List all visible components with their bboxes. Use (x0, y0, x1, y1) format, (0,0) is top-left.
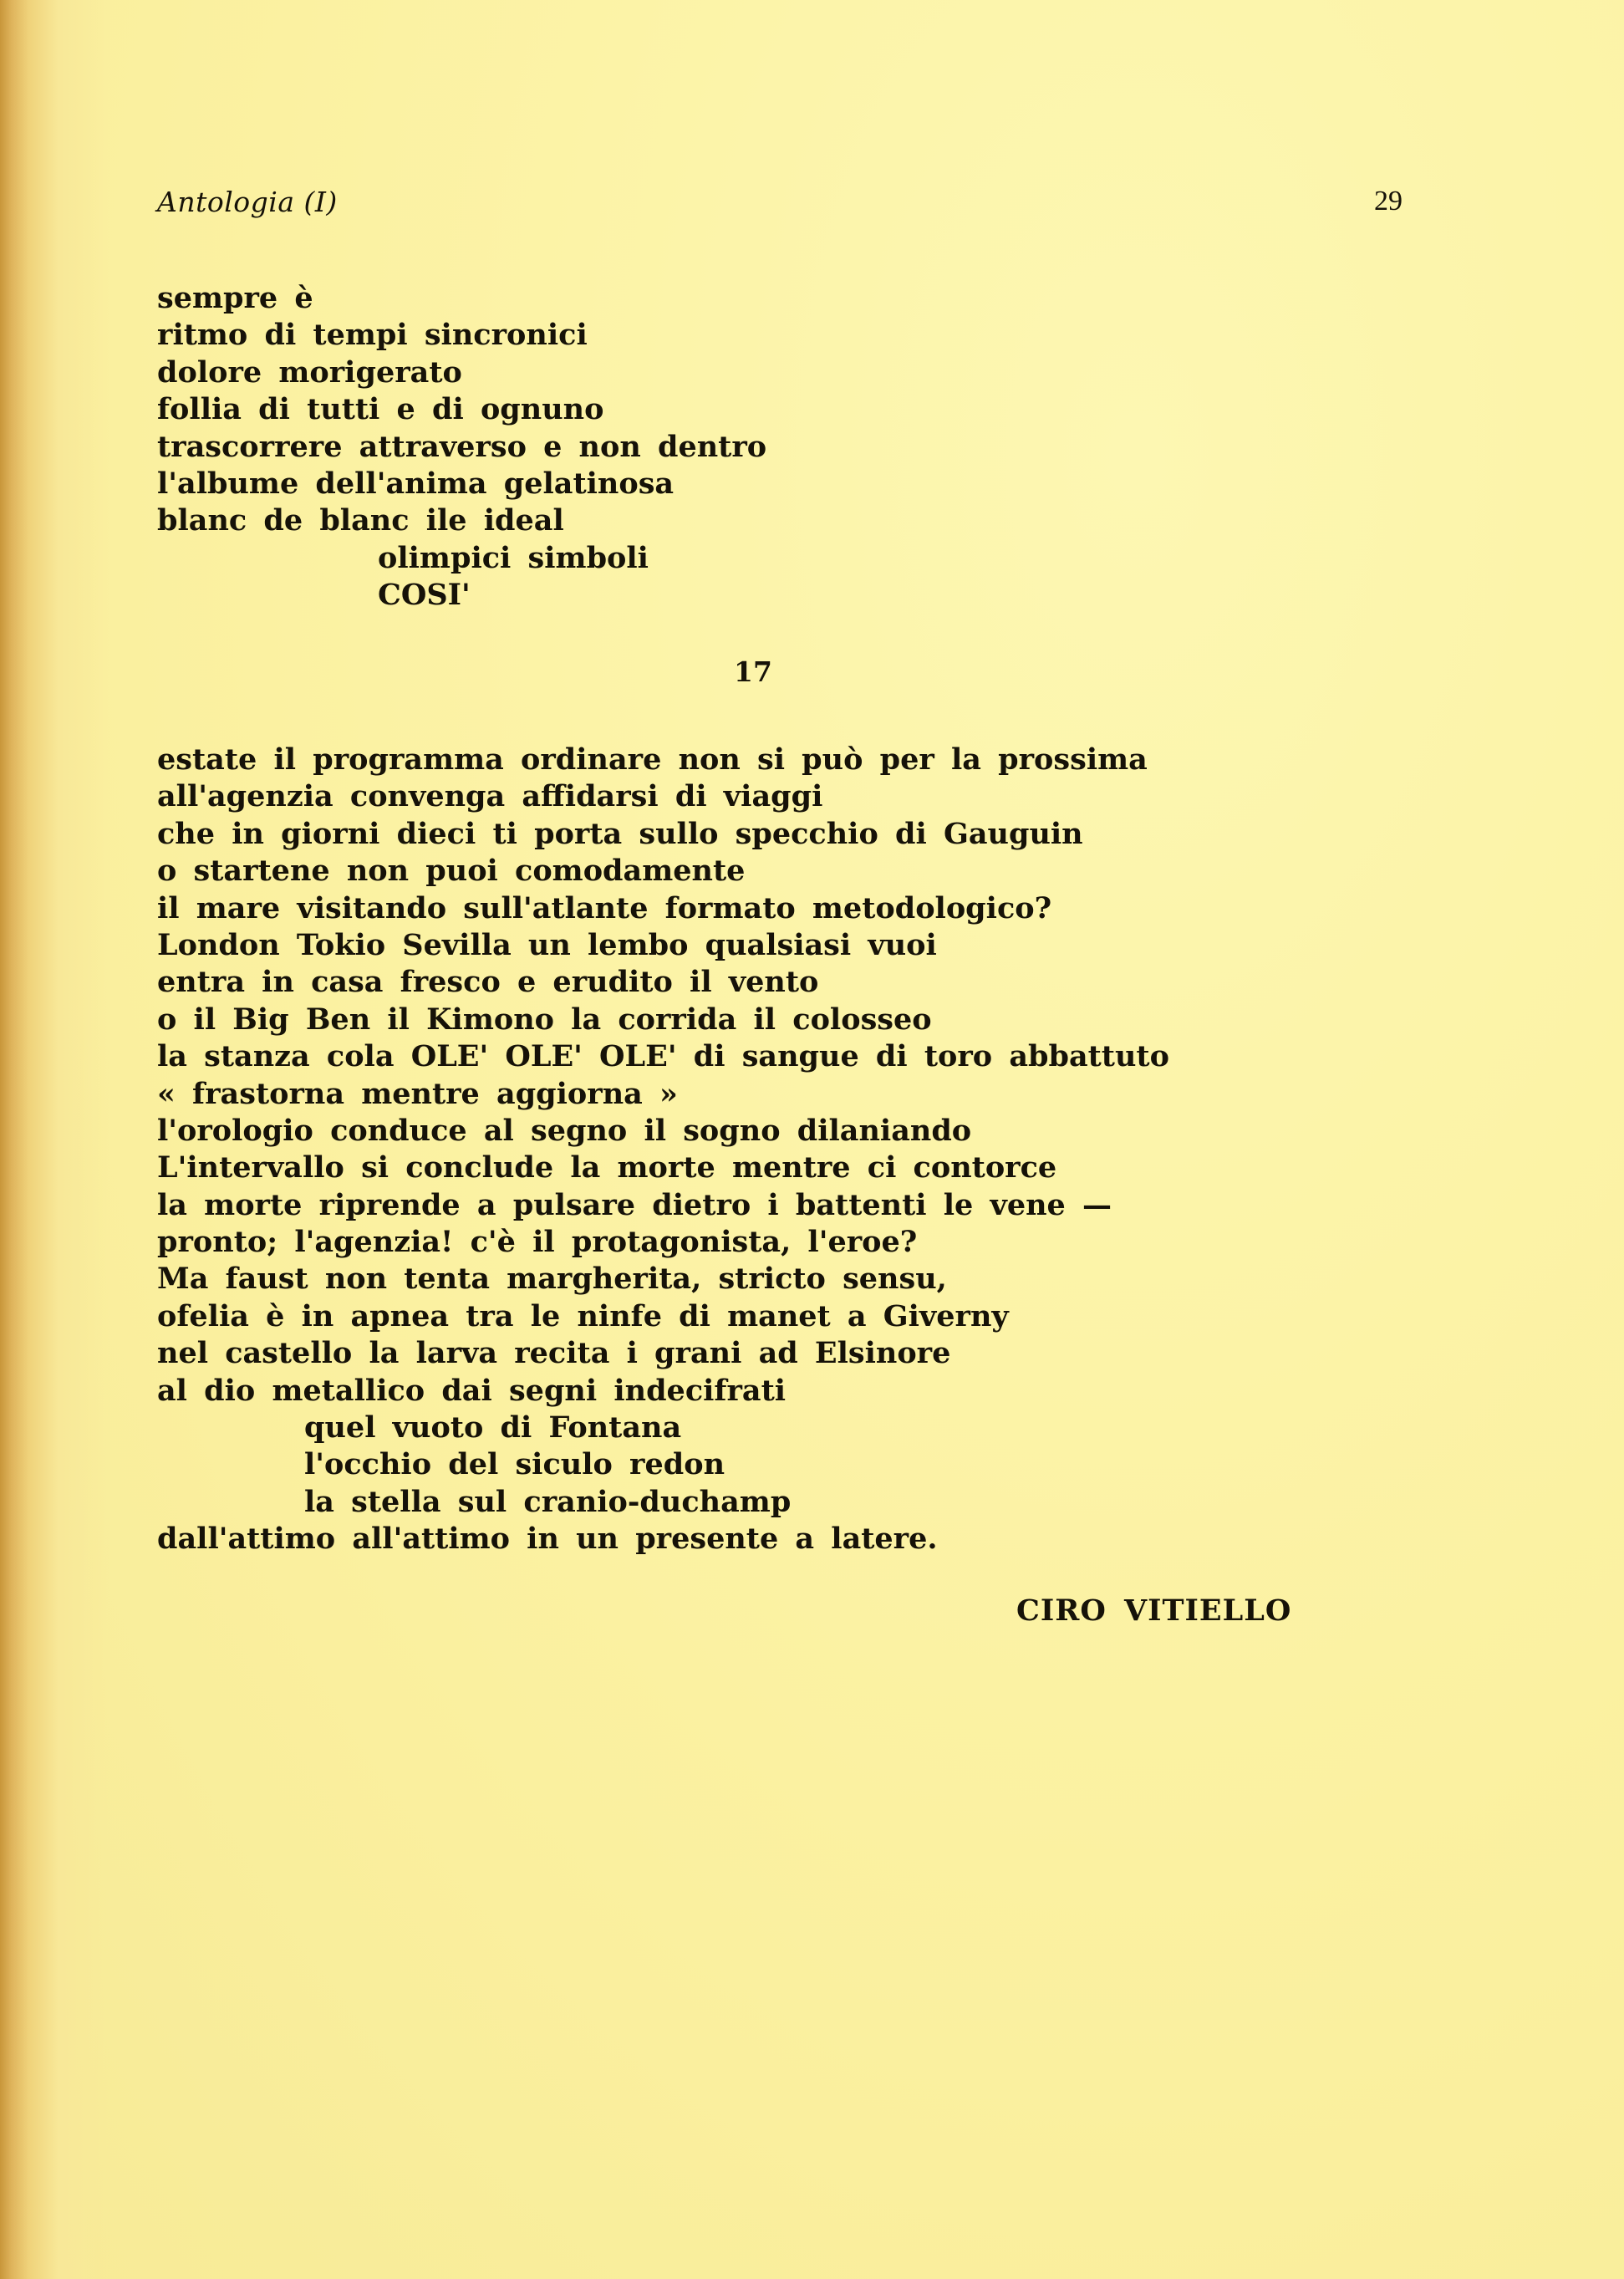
poem-line: trascorrere attraverso e non dentro (157, 429, 767, 464)
poem-line: che in giorni dieci ti porta sullo specchio di Gauguin (157, 816, 1083, 851)
poem-line: ritmo di tempi sincronici (157, 318, 588, 353)
poem-line: blanc de blanc ile ideal (157, 503, 564, 538)
poem-line: nel castello la larva recita i grani ad Elsinore (157, 1336, 951, 1371)
poem-line: Ma faust non tenta margherita, stricto sensu, (157, 1262, 947, 1297)
poem-line-indented: l'occhio del siculo redon (304, 1447, 725, 1482)
running-title: Antologia (I) (157, 186, 338, 218)
poem-line: L'intervallo si conclude la morte mentre ci contorce (157, 1150, 1057, 1185)
poem-line: dall'attimo all'attimo in un presente a latere. (157, 1522, 938, 1557)
page-header (157, 186, 1403, 227)
poem-line: la morte riprende a pulsare dietro i battenti le vene — (157, 1187, 1112, 1222)
poem-stanza-top (157, 280, 766, 614)
poem-line: dolore morigerato (157, 354, 462, 390)
page-number: 29 (1374, 186, 1403, 217)
poem-line: entra in casa fresco e erudito il vento (157, 965, 819, 1000)
poem-line: o il Big Ben il Kimono la corrida il colosseo (157, 1002, 932, 1037)
poem-line: il mare visitando sull'atlante formato metodologico? (157, 890, 1052, 925)
poem-line: estate il programma ordinare non si può per la prossima (157, 742, 1148, 777)
poem-line-indented: quel vuoto di Fontana (304, 1410, 682, 1445)
poem-line: all'agenzia convenga affidarsi di viaggi (157, 779, 823, 814)
poem-line: sempre è (157, 281, 313, 315)
poem-line: London Tokio Sevilla un lembo qualsiasi vuoi (157, 927, 937, 962)
author-signature: CIRO VITIELLO (1016, 1593, 1292, 1628)
poem-line-indented: olimpici simboli (378, 540, 649, 575)
poem-stanza-main (157, 742, 1169, 1558)
poem-line-indented: la stella sul cranio-duchamp (304, 1484, 792, 1519)
poem-line: follia di tutti e di ognuno (157, 392, 604, 427)
poem-line: l'orologio conduce al segno il sogno dilaniando (157, 1113, 972, 1148)
poem-line: « frastorna mentre aggiorna » (157, 1076, 678, 1111)
poem-line: pronto; l'agenzia! c'è il protagonista, l'eroe? (157, 1225, 918, 1260)
poem-line-indented: COSI' (378, 578, 471, 613)
poem-section-number: 17 (734, 655, 772, 688)
poem-line: ofelia è in apnea tra le ninfe di manet a Giverny (157, 1298, 1009, 1333)
poem-line: o startene non puoi comodamente (157, 854, 746, 889)
poem-line: l'albume dell'anima gelatinosa (157, 466, 675, 501)
poem-line: al dio metallico dai segni indecifrati (157, 1373, 787, 1408)
poem-line: la stanza cola OLE' OLE' OLE' di sangue di toro abbattuto (157, 1039, 1169, 1074)
